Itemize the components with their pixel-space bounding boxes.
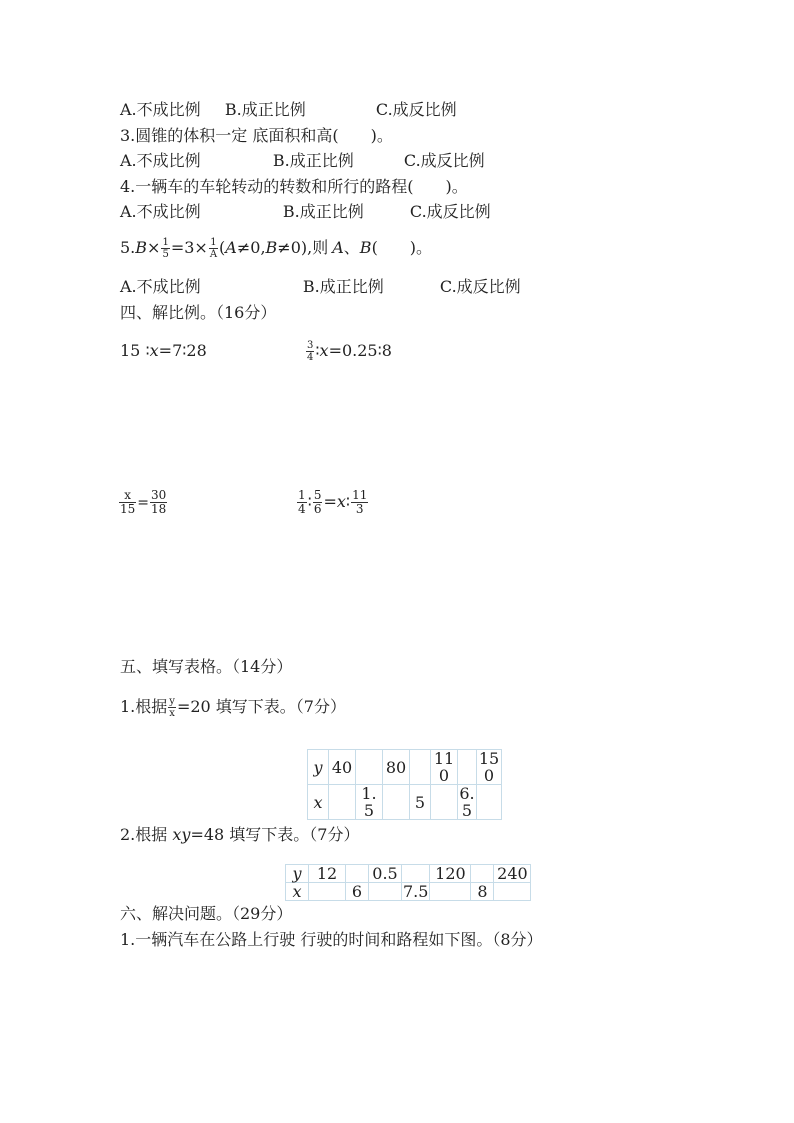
table2-cell — [346, 865, 369, 883]
table1-cell: 15 0 — [477, 750, 502, 785]
q4-options — [120, 202, 491, 222]
table2-cell — [430, 883, 471, 901]
table2-x-label: x — [286, 883, 309, 901]
table1-cell — [477, 785, 502, 820]
table1-cell: 1. 5 — [356, 785, 383, 820]
fraction-30-over-18: $\frac{30}{18}$ — [151, 488, 167, 516]
q3-option-b: B.成正比例 — [272, 151, 354, 170]
fraction-x-over-15: $\frac{x}{15}$ — [120, 488, 136, 516]
table-y-over-x — [307, 749, 502, 820]
table1-cell — [458, 750, 477, 785]
q4-option-b: B.成正比例 — [282, 202, 364, 221]
table2-cell: 0.5 — [369, 865, 402, 883]
q4-option-a: A.不成比例 — [120, 202, 201, 221]
table2-cell — [471, 865, 494, 883]
table2-cell: 240 — [494, 865, 531, 883]
table-xy-48 — [285, 864, 531, 901]
q5-question: 5.B× $\frac{1}{5}$ =3× $\frac{1}{A}$ (A≠0,B≠0),则 A、B( )。 — [120, 237, 433, 260]
proportion-3: $\frac{x}{15}$ = $\frac{30}{18}$ — [120, 488, 167, 516]
fraction-one-quarter: $\frac{1}{4}$ — [298, 488, 306, 516]
q2-option-a: A.不成比例 — [120, 100, 201, 119]
q5-option-a: A.不成比例 — [120, 277, 201, 296]
q5-options — [120, 277, 521, 297]
table1-cell — [356, 750, 383, 785]
table1-y-label: y — [308, 750, 329, 785]
section5-heading: 五、填写表格。（14分） — [120, 657, 293, 676]
proportion-1: 15 ∶x=7∶28 — [120, 341, 207, 360]
table1-cell: 40 — [329, 750, 356, 785]
table1-cell: 80 — [383, 750, 410, 785]
proportion-4: $\frac{1}{4}$ ∶ $\frac{5}{6}$ =x∶ $\frac{11}{3}$ — [298, 488, 368, 516]
table2-y-label: y — [286, 865, 309, 883]
q5-option-b: B.成正比例 — [302, 277, 384, 296]
q2-option-b: B.成正比例 — [224, 100, 306, 119]
fraction-five-sixths: $\frac{5}{6}$ — [313, 488, 322, 516]
table2-cell: 120 — [430, 865, 471, 883]
table1-cell: 11 0 — [431, 750, 458, 785]
table1-x-label: x — [308, 785, 329, 820]
table2-cell: 6 — [346, 883, 369, 901]
table1-cell — [383, 785, 410, 820]
table2-cell — [494, 883, 531, 901]
q4-question: 4.一辆车的车轮转动的转数和所行的路程( )。 — [120, 177, 468, 196]
q3-option-a: A.不成比例 — [120, 151, 201, 170]
q3-question: 3.圆锥的体积一定 底面积和高( )。 — [120, 126, 393, 145]
table2-cell — [369, 883, 402, 901]
table2-cell: 8 — [471, 883, 494, 901]
table2-cell: 12 — [309, 865, 346, 883]
section4-heading: 四、解比例。（16分） — [120, 303, 277, 322]
section6-q1: 1.一辆汽车在公路上行驶 行驶的时间和路程如下图。（8分） — [120, 930, 543, 949]
proportion-2: $\frac{3}{4}$ ∶x=0.25∶8 — [307, 340, 392, 363]
fraction-y-over-x: $\frac{y}{x}$ — [169, 696, 175, 719]
table2-cell: 7.5 — [403, 882, 429, 901]
table1-cell: 5 — [410, 785, 431, 820]
q2-option-c: C.成反比例 — [375, 100, 457, 119]
table1-y-row — [308, 750, 502, 785]
q4-option-c: C.成反比例 — [409, 202, 491, 221]
section5-q2: 2.根据 xy=48 填写下表。（7分） — [120, 825, 360, 844]
table1-x-row — [308, 785, 502, 820]
table1-cell — [410, 750, 431, 785]
q5-fraction-one-over-a: $\frac{1}{A}$ — [209, 237, 218, 260]
table2-cell — [402, 865, 430, 883]
fraction-11-thirds: $\frac{11}{3}$ — [352, 488, 368, 516]
q5-fraction-one-fifth: $\frac{1}{5}$ — [162, 237, 169, 260]
table2-cell — [309, 883, 346, 901]
table2-x-row — [286, 883, 531, 901]
section6-heading: 六、解决问题。（29分） — [120, 904, 293, 923]
q2-options — [120, 100, 457, 120]
table1-cell: 6. 5 — [459, 784, 475, 820]
fraction-three-quarters: $\frac{3}{4}$ — [307, 340, 314, 363]
q3-option-c: C.成反比例 — [403, 151, 485, 170]
section5-q1: 1.根据 $\frac{y}{x}$ =20 填写下表。（7分） — [120, 696, 346, 719]
q5-option-c: C.成反比例 — [439, 277, 521, 296]
table1-cell — [329, 785, 356, 820]
q3-options — [120, 151, 485, 171]
table2-y-row — [286, 865, 531, 883]
table1-cell — [431, 785, 458, 820]
